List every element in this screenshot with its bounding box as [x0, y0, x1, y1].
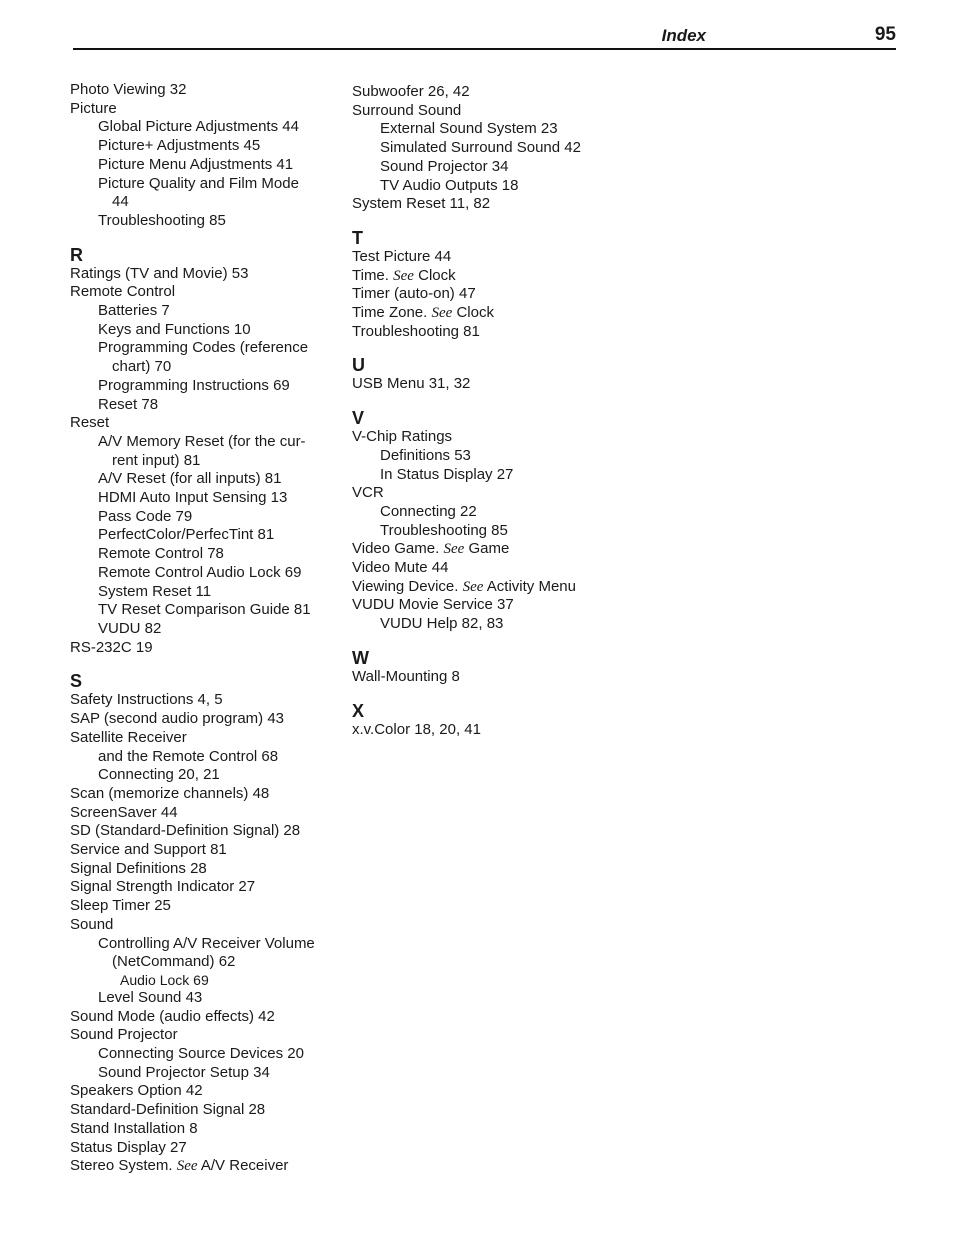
page-header: [73, 22, 896, 50]
index-entry: RS-232C 19: [70, 638, 153, 656]
index-subsubentry: Audio Lock 69: [120, 971, 209, 988]
index-subentry: Connecting 22: [380, 502, 477, 520]
index-entry: Sound Mode (audio effects) 42: [70, 1007, 275, 1025]
index-subentry: HDMI Auto Input Sensing 13: [98, 489, 288, 507]
index-entry: Picture: [70, 99, 117, 117]
entry-text: Viewing Device.: [352, 577, 463, 595]
section-letter-v: V: [352, 408, 365, 429]
index-entry: [352, 304, 622, 323]
index-subentry: and the Remote Control 68: [98, 747, 279, 765]
index-subentry: TV Reset Comparison Guide 81: [98, 601, 311, 619]
index-entry: Service and Support 81: [70, 841, 227, 859]
index-entry: ScreenSaver 44: [70, 803, 178, 821]
index-entry: x.v.Color 18, 20, 41: [352, 720, 481, 738]
index-subentry: Connecting 20, 21: [98, 766, 220, 784]
index-entry: Troubleshooting 81: [352, 322, 480, 340]
index-entry: Photo Viewing 32: [70, 81, 187, 98]
index-subentry: System Reset 11: [98, 582, 212, 600]
header-title: Index: [661, 26, 706, 45]
index-subentry: Reset 78: [98, 395, 159, 413]
index-subentry: Pass Code 79: [98, 507, 193, 525]
section-letter-u: U: [352, 355, 365, 376]
index-entry: System Reset 11, 82: [352, 195, 491, 213]
entry-text: A/V Receiver: [197, 1157, 289, 1175]
entry-text: Clock: [452, 304, 494, 322]
index-entry: USB Menu 31, 32: [352, 375, 471, 393]
see-reference: See: [462, 578, 484, 595]
entry-text: Activity Menu: [483, 577, 576, 595]
entry-text: Video Game.: [352, 540, 444, 558]
index-entry: Safety Instructions 4, 5: [70, 691, 223, 709]
index-subentry-continuation: chart) 70: [112, 358, 172, 376]
index-entry: Standard-Definition Signal 28: [70, 1101, 266, 1119]
section-letter-w: W: [352, 647, 369, 668]
index-entry: Speakers Option 42: [70, 1082, 203, 1100]
index-subentry: Sound Projector 34: [380, 157, 509, 175]
entry-text: Game: [464, 540, 510, 558]
index-subentry: Remote Control Audio Lock 69: [98, 563, 302, 581]
index-subentry: Connecting Source Devices 20: [98, 1045, 304, 1063]
index-entry: SAP (second audio program) 43: [70, 710, 285, 728]
entry-text: Time.: [352, 266, 394, 284]
index-entry: Timer (auto-on) 47: [352, 285, 476, 303]
index-entry: Video Mute 44: [352, 559, 449, 577]
index-entry: Status Display 27: [70, 1138, 187, 1156]
index-subentry: Picture+ Adjustments 45: [98, 137, 261, 155]
index-subentry: Level Sound 43: [98, 988, 203, 1006]
index-subentry: A/V Reset (for all inputs) 81: [98, 470, 282, 488]
index-subentry: Troubleshooting 85: [98, 211, 226, 229]
index-subentry: VUDU 82: [98, 619, 162, 637]
index-entry: Scan (memorize channels) 48: [70, 784, 270, 802]
index-subentry: In Status Display 27: [380, 465, 514, 483]
index-subentry-continuation: 44: [112, 193, 129, 211]
index-subentry: Batteries 7: [98, 302, 170, 320]
section-letter-r: R: [70, 244, 83, 265]
page-number: 95: [874, 24, 896, 45]
index-entry: Subwoofer 26, 42: [352, 83, 470, 100]
index-subentry: Remote Control 78: [98, 545, 224, 563]
section-letter-t: T: [352, 227, 363, 248]
index-entry: Sound Projector: [70, 1026, 178, 1044]
see-reference: See: [176, 1158, 198, 1175]
index-entry: Stand Installation 8: [70, 1119, 198, 1137]
index-subentry: Simulated Surround Sound 42: [380, 139, 581, 157]
index-column-left: [70, 81, 340, 1176]
index-entry: Sleep Timer 25: [70, 897, 171, 915]
entry-text: Time Zone.: [352, 304, 432, 322]
index-entry: [352, 267, 622, 286]
index-subentry: Programming Codes (reference: [98, 339, 309, 357]
index-subentry: PerfectColor/PerfecTint 81: [98, 526, 275, 544]
index-subentry: VUDU Help 82, 83: [380, 615, 504, 633]
see-reference: See: [443, 541, 465, 558]
index-subentry: Troubleshooting 85: [380, 521, 508, 539]
index-subentry: Picture Menu Adjustments 41: [98, 155, 294, 173]
index-entry: Reset: [70, 414, 110, 432]
index-subentry: A/V Memory Reset (for the cur-: [98, 432, 306, 450]
index-entry: Signal Strength Indicator 27: [70, 878, 256, 896]
index-entry: [70, 1157, 340, 1176]
index-subentry: TV Audio Outputs 18: [380, 176, 519, 194]
index-subentry: Picture Quality and Film Mode: [98, 174, 299, 192]
index-entry: VCR: [352, 484, 384, 502]
index-entry: Wall-Mounting 8: [352, 667, 460, 685]
index-entry: V-Chip Ratings: [352, 428, 453, 446]
index-subentry: External Sound System 23: [380, 120, 558, 138]
index-subentry-continuation: rent input) 81: [112, 451, 201, 469]
index-entry: Test Picture 44: [352, 247, 452, 265]
index-entry: Satellite Receiver: [70, 728, 187, 746]
index-entry: Ratings (TV and Movie) 53: [70, 264, 249, 282]
index-subentry: Global Picture Adjustments 44: [98, 118, 299, 136]
see-reference: See: [393, 267, 414, 284]
index-entry: [352, 578, 622, 597]
index-subentry: Definitions 53: [380, 446, 471, 464]
section-letter-x: X: [352, 700, 365, 721]
index-entry: Surround Sound: [352, 101, 462, 119]
see-reference: See: [431, 305, 453, 322]
entry-text: Clock: [413, 266, 456, 284]
index-entry: Remote Control: [70, 283, 176, 301]
index-subentry: Keys and Functions 10: [98, 320, 251, 338]
index-subentry: Sound Projector Setup 34: [98, 1063, 270, 1081]
index-entry: VUDU Movie Service 37: [352, 596, 514, 614]
index-entry: Sound: [70, 915, 114, 933]
index-entry: Signal Definitions 28: [70, 859, 207, 877]
index-subentry: Programming Instructions 69: [98, 376, 290, 394]
index-entry: [352, 540, 622, 559]
index-subentry-continuation: (NetCommand) 62: [112, 953, 236, 971]
index-subentry: Controlling A/V Receiver Volume: [98, 934, 315, 952]
entry-text: Stereo System.: [70, 1157, 177, 1175]
section-letter-s: S: [70, 671, 83, 692]
index-entry: SD (Standard-Definition Signal) 28: [70, 822, 301, 840]
index-column-right: [352, 83, 622, 739]
